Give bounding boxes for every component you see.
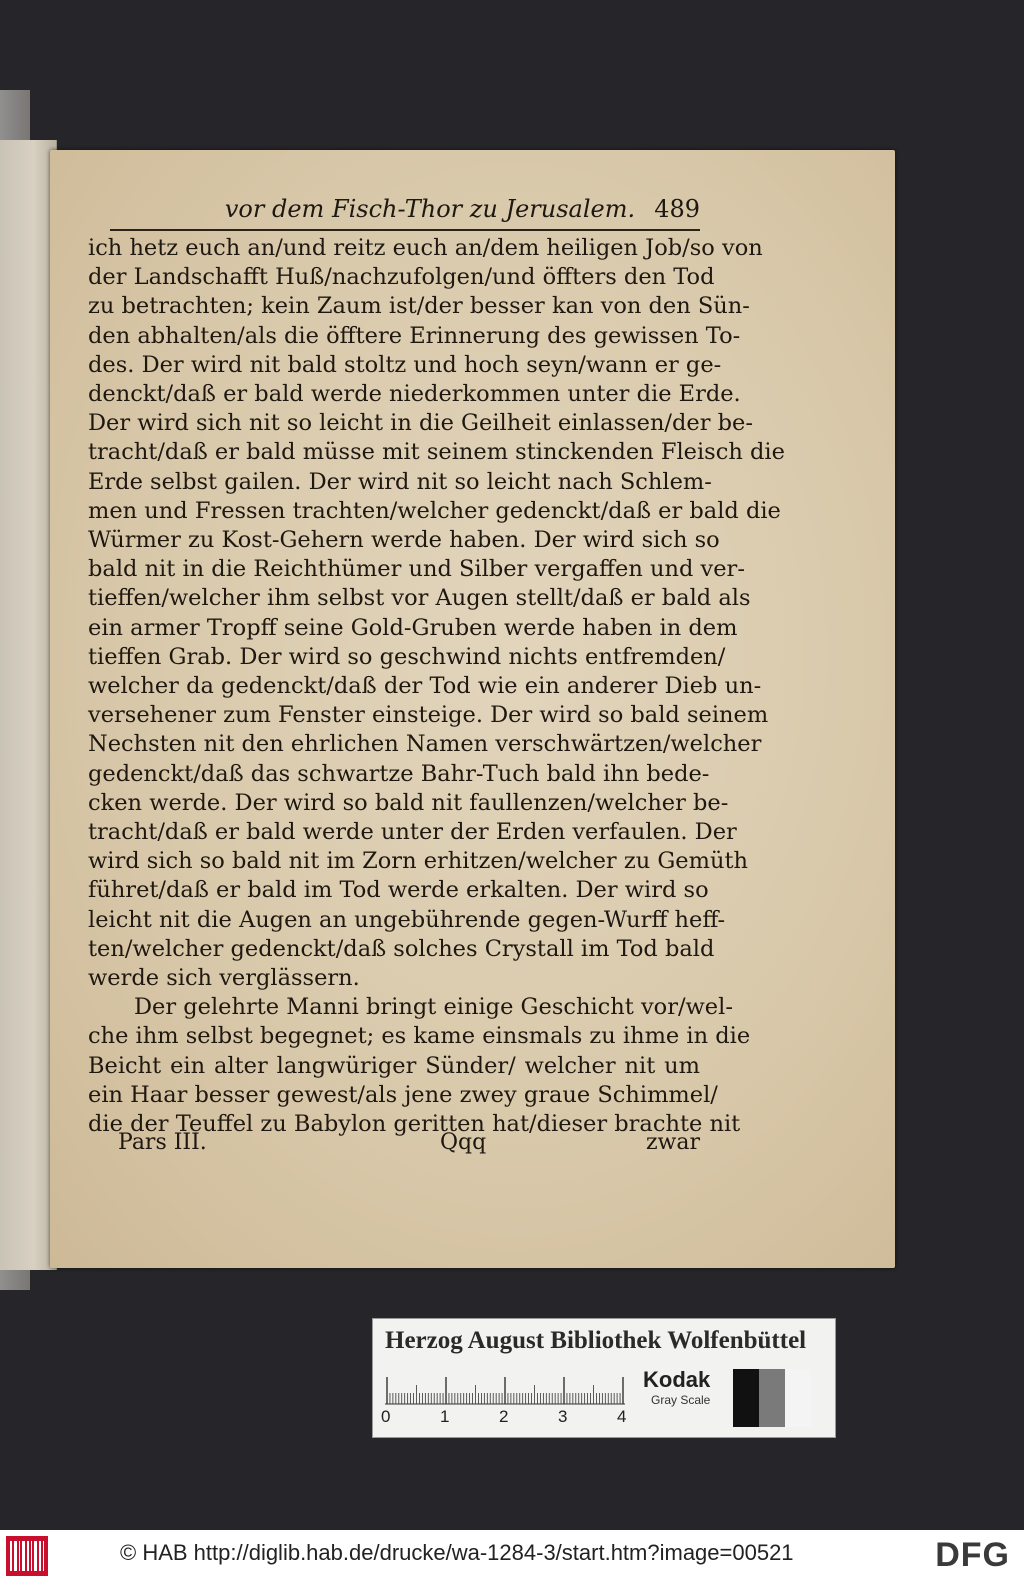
text-line: leicht nit die Augen an ungebührende gegen-Wurff heff- <box>88 906 726 933</box>
text-line: Würmer zu Kost-Gehern werde haben. Der wird sich so <box>88 527 720 554</box>
library-scale-card <box>372 1318 836 1438</box>
quire-mark: Qqq <box>440 1130 487 1155</box>
page-number: 489 <box>654 195 700 223</box>
gray-swatch-black <box>733 1369 759 1427</box>
text-line: des. Der wird nit bald stoltz und hoch seyn/wann er ge- <box>88 351 722 378</box>
text-line: Erde selbst gailen. Der wird nit so leicht nach Schlem- <box>88 468 712 495</box>
text-line: tieffen Grab. Der wird so geschwind nichts entfremden/ <box>88 643 726 670</box>
text-line: ich hetz euch an/und reitz euch an/dem heiligen Job/so von <box>88 235 763 261</box>
text-line: welcher da gedenckt/daß der Tod wie ein anderer Dieb un- <box>88 673 762 700</box>
text-line: ein armer Tropff seine Gold-Gruben werde haben in dem <box>88 614 738 641</box>
signature-mark: Pars III. <box>118 1130 207 1155</box>
gray-scale-label: Gray Scale <box>651 1393 711 1407</box>
text-line: die der Teuffel zu Babylon geritten hat/dieser brachte nit <box>88 1111 741 1138</box>
text-line: tracht/daß er bald müsse mit seinem stinckenden Fleisch die <box>88 439 785 466</box>
text-line: gedenckt/daß das schwartze Bahr-Tuch bald ihn bede- <box>88 760 710 787</box>
ruler-label: 1 <box>440 1407 450 1426</box>
previous-page-margin <box>0 140 57 1270</box>
text-line: che ihm selbst begegnet; es kame einsmals zu ihme in die <box>88 1023 751 1050</box>
text-line: werde sich verglässern. <box>88 965 360 992</box>
gray-swatch-white <box>785 1369 811 1427</box>
kodak-logo: Kodak <box>643 1367 711 1392</box>
ruler-label: 0 <box>381 1407 391 1426</box>
text-line: zu betrachten; kein Zaum ist/der besser kan von den Sün- <box>88 293 750 320</box>
ruler-label: 2 <box>499 1407 509 1426</box>
page-header <box>110 195 700 231</box>
barcode-icon <box>6 1536 48 1576</box>
text-line: Der wird sich nit so leicht in die Geilheit einlassen/der be- <box>88 410 753 437</box>
text-line: versehener zum Fenster einsteige. Der wird so bald seinem <box>88 702 769 729</box>
text-line: wird sich so bald nit im Zorn erhitzen/welcher zu Gemüth <box>88 848 748 875</box>
text-line: men und Fressen trachten/welcher gedenckt/daß er bald die <box>88 497 781 524</box>
gray-swatch-mid <box>759 1369 785 1427</box>
ruler-scale <box>385 1375 625 1405</box>
text-line: ein Haar besser gewest/als jene zwey graue Schimmel/ <box>88 1081 718 1108</box>
text-line: bald nit in die Reichthümer und Silber vergaffen und ver- <box>88 556 745 583</box>
library-name: Herzog August Bibliothek Wolfenbüttel <box>385 1327 807 1354</box>
ruler-label: 4 <box>617 1407 627 1426</box>
catchword: zwar <box>645 1130 700 1155</box>
text-line: der Landschafft Huß/nachzufolgen/und öffters den Tod <box>88 264 715 291</box>
text-line: Nechsten nit den ehrlichen Namen verschwärtzen/welcher <box>88 731 762 758</box>
text-line: Beicht ein alter langwüriger Sünder/ welcher nit um <box>88 1052 700 1079</box>
text-line: tieffen/welcher ihm selbst vor Augen stellt/daß er bald als <box>88 585 751 612</box>
text-line: führet/daß er bald im Tod werde erkalten. Der wird so <box>88 877 709 904</box>
source-url-link[interactable]: © HAB http://diglib.hab.de/drucke/wa-1284-3/start.htm?image=00521 <box>120 1540 794 1565</box>
dfg-logo: DFG <box>935 1536 1010 1574</box>
page-footer <box>118 1130 700 1160</box>
text-line: tracht/daß er bald werde unter der Erden verfaulen. Der <box>88 819 737 846</box>
viewer-footer <box>0 1530 1024 1582</box>
text-line: ten/welcher gedenckt/daß solches Crystall im Tod bald <box>88 935 715 962</box>
ruler-label: 3 <box>558 1407 568 1426</box>
text-line: den abhalten/als die öfftere Erinnerung des gewissen To- <box>88 322 741 349</box>
text-line: cken werde. Der wird so bald nit faullenzen/welcher be- <box>88 789 729 816</box>
ruler-labels <box>381 1407 627 1429</box>
running-head: vor dem Fisch-Thor zu Jerusalem. <box>224 195 636 223</box>
body-text <box>88 234 785 1139</box>
text-line: Der gelehrte Manni bringt einige Geschicht vor/wel- <box>134 994 733 1021</box>
text-line: denckt/daß er bald werde niederkommen unter die Erde. <box>88 381 741 408</box>
